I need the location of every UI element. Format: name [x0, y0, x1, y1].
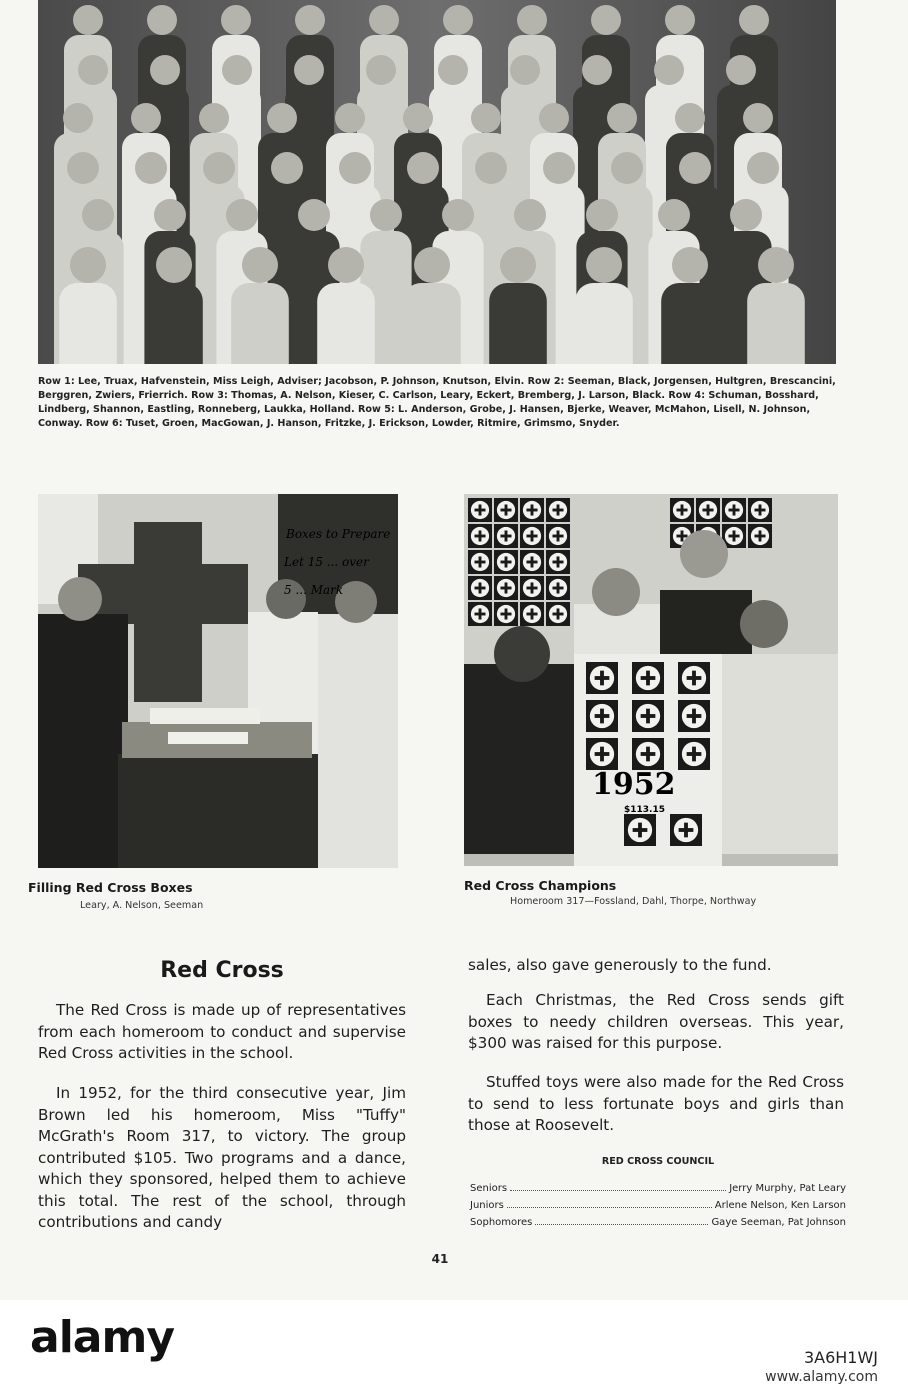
- article-heading: Red Cross: [160, 958, 284, 983]
- row-3-label: Row 3:: [191, 390, 228, 401]
- champions-sign-amount: $113.15: [624, 805, 665, 815]
- row-5-names: L. Anderson, Grobe, J. Hansen, Bjerke, Weaver, McMahon, Lisell, N. Johnson, Conway.: [38, 404, 811, 429]
- article-paragraph-2: In 1952, for the third consecutive year, Jim Brown led his homeroom, Miss "Tuffy" McGrath's Room 317, to victory. The group contributed $105. Two programs and a dance, which they sponsored, helped them to achieve this total. The rest of the school, through contributions and candy: [38, 1084, 406, 1231]
- red-cross-champions-scene: [464, 494, 838, 866]
- council-row-names: Jerry Murphy, Pat Leary: [729, 1183, 846, 1194]
- right-photo-caption-title: Red Cross Champions: [464, 878, 617, 893]
- blackboard-line-3: 5 ... Mark: [284, 583, 344, 597]
- row-4-label: Row 4:: [668, 390, 706, 401]
- left-photo-caption-names: Leary, A. Nelson, Seeman: [80, 900, 204, 911]
- article-paragraph-1: The Red Cross is made up of representatives from each homeroom to conduct and supervise Red Cross activities in the school.: [38, 1001, 406, 1062]
- council-row-seniors: [470, 1180, 846, 1194]
- red-cross-champions-photo: [464, 494, 838, 866]
- article-paragraph-4: Each Christmas, the Red Cross sends gift boxes to needy children overseas. This year, $300 was raised for this purpose.: [468, 991, 844, 1052]
- row-1-names: Lee, Truax, Hafvenstein, Miss Leigh, Adviser; Jacobson, P. Johnson, Knutson, Elvin.: [74, 376, 528, 387]
- council-row-label: Sophomores: [470, 1217, 533, 1228]
- group-photo-caption: [38, 375, 838, 431]
- row-6-names: Tuset, Groen, MacGowan, J. Hanson, Fritzke, J. Erickson, Lowder, Ritmire, Grimsmo, Snyder.: [122, 418, 620, 429]
- stock-image-id: 3A6H1WJ: [803, 1348, 878, 1367]
- row-1-label: Row 1:: [38, 376, 75, 387]
- council-row-sophomores: [470, 1214, 846, 1228]
- row-4-names: Schuman, Bosshard, Lindberg, Shannon, Eastling, Ronneberg, Laukka, Holland.: [38, 390, 819, 415]
- row-2-names: Seeman, Black, Jorgensen, Hultgren, Brescancini, Berggren, Zwiers, Frierrich.: [38, 376, 836, 401]
- row-2-label: Row 2:: [527, 376, 565, 387]
- leader-dots: [535, 1224, 708, 1225]
- article-paragraph-5: Stuffed toys were also made for the Red Cross to send to less fortunate boys and girls than those at Roosevelt.: [468, 1073, 844, 1134]
- row-3-names: Thomas, A. Nelson, Kieser, C. Carlson, Leary, Eckert, Bremberg, J. Larson, Black.: [227, 390, 669, 401]
- leader-dots: [510, 1190, 726, 1191]
- row-5-label: Row 5:: [358, 404, 395, 415]
- council-row-juniors: [470, 1197, 846, 1211]
- champions-sign-year: 1952: [592, 767, 676, 802]
- left-photo-caption-title: Filling Red Cross Boxes: [28, 880, 193, 895]
- leader-dots: [507, 1207, 712, 1208]
- council-row-names: Gaye Seeman, Pat Johnson: [711, 1217, 846, 1228]
- council-row-names: Arlene Nelson, Ken Larson: [714, 1200, 846, 1211]
- council-row-label: Juniors: [470, 1200, 504, 1211]
- blackboard-line-1: Boxes to Prepare: [286, 527, 391, 541]
- alamy-logo: alamy: [30, 1312, 174, 1363]
- council-title: RED CROSS COUNCIL: [601, 1156, 715, 1167]
- red-cross-boxes-scene: [38, 494, 398, 868]
- article-paragraph-3: sales, also gave generously to the fund.: [468, 956, 772, 974]
- group-photo: [38, 0, 836, 364]
- blackboard-line-2: Let 15 ... over: [284, 555, 369, 569]
- council-row-label: Seniors: [470, 1183, 508, 1194]
- row-6-label: Row 6:: [85, 418, 123, 429]
- right-photo-caption-names: Homeroom 317—Fossland, Dahl, Thorpe, Northway: [510, 896, 757, 907]
- page-number: 41: [431, 1252, 449, 1266]
- red-cross-boxes-photo: [38, 494, 398, 868]
- stock-url: www.alamy.com: [765, 1369, 878, 1385]
- group-photo-figures: [38, 0, 836, 364]
